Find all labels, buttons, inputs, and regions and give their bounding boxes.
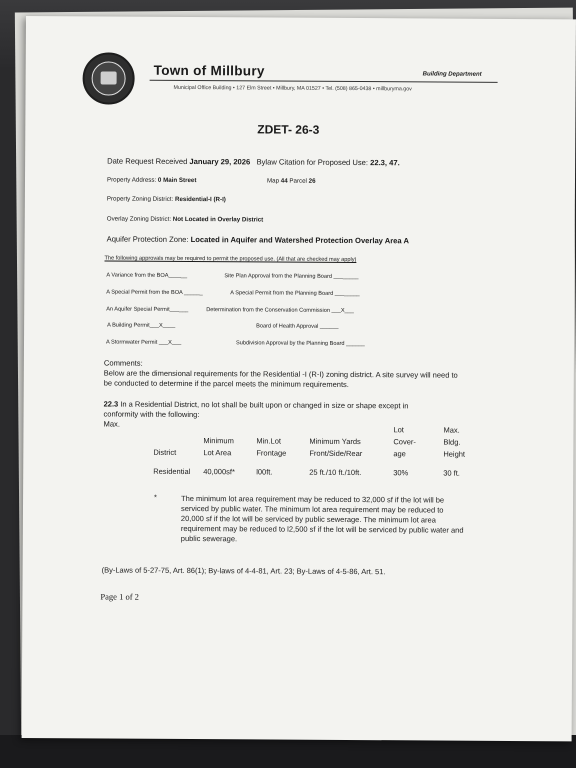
page-number: Page 1 of 2	[100, 591, 139, 602]
approval-subdivision: Subdivision Approval by the Planning Board ______	[235, 340, 365, 348]
date-label: Date Request Received	[107, 156, 188, 166]
overlay-value: Not Located in Overlay District	[172, 215, 264, 224]
section-text	[104, 399, 444, 421]
header-frontage-1: Min.Lot	[256, 436, 282, 446]
footnote-mark: *	[154, 492, 158, 502]
header-height-2: Bldg.	[443, 437, 461, 447]
cell-lot-area: 40,000sf*	[203, 467, 235, 477]
header-coverage-2: Cover-	[393, 437, 416, 447]
header-height-1: Max.	[443, 425, 460, 435]
section-number: 22.3	[103, 399, 119, 409]
map-parcel-line	[267, 177, 316, 184]
document-number: ZDET- 26-3	[257, 122, 320, 137]
comments-text: Below are the dimensional requirements for the Residential -I (R-I) zoning district. A site survey will need to be conducted to determine if the parcel meets the minimum requirements.	[103, 368, 458, 389]
property-address-value: 0 Main Street	[157, 176, 197, 185]
department-name: Building Department	[422, 71, 482, 78]
approval-stormwater: A Stormwater Permit ___X___	[105, 339, 182, 346]
header-divider	[150, 80, 498, 83]
approvals-intro: The following approvals may be required to permit the proposed use. (All that are checked may apply)	[104, 255, 357, 264]
parcel-label: Parcel	[289, 177, 307, 185]
approval-building: A Building Permit___X____	[107, 322, 176, 329]
header-yards-1: Minimum Yards	[309, 436, 361, 447]
aquifer-value: Located in Aquifer and Watershed Protection Overlay Area A	[190, 235, 409, 246]
header-coverage-3: age	[393, 449, 406, 459]
approval-health: Board of Health Approval ______	[256, 323, 339, 330]
overlay-label: Overlay Zoning District:	[106, 215, 172, 223]
date-value: January 29, 2026	[189, 157, 251, 167]
approval-variance: A Variance from the BOA______	[106, 272, 188, 279]
property-address-line	[107, 176, 196, 184]
header-lot-area-2: Lot Area	[203, 448, 232, 458]
approval-site-plan: Site Plan Approval from the Planning Board ________	[224, 273, 359, 281]
citation-label: Bylaw Citation for Proposed Use:	[256, 157, 369, 168]
cell-yards: 25 ft./10 ft./10ft.	[309, 467, 362, 478]
citation-value: 22.3, 47.	[370, 158, 400, 168]
zoning-label: Property Zoning District:	[106, 195, 174, 203]
approval-special-boa: A Special Permit from the BOA ______	[106, 289, 203, 297]
aquifer-zone-line	[107, 234, 409, 245]
header-lot-area-1: Minimum	[203, 436, 234, 446]
zoning-value: Residential-I (R-I)	[174, 195, 226, 204]
cell-frontage: l00ft.	[256, 467, 273, 477]
header-address: Municipal Office Building • 127 Elm Street • Millbury, MA 01527 • Tel. (508) 865-0438 • millburyma.gov	[173, 84, 412, 93]
bylaws-citation: (By-Laws of 5-27-75, Art. 86(1); By-laws of 4-4-81, Art. 23; By-Laws of 4-5-86, Art. 51.	[101, 565, 386, 577]
overlay-district-line	[107, 215, 264, 223]
aquifer-label: Aquifer Protection Zone:	[106, 234, 189, 244]
cell-coverage: 30%	[393, 468, 409, 478]
section-max: Max.	[103, 419, 121, 429]
cell-district: Residential	[153, 466, 191, 477]
zoning-district-line	[107, 195, 226, 203]
header-yards-2: Front/Side/Rear	[309, 448, 363, 459]
cell-height: 30 ft.	[443, 468, 460, 478]
approval-special-pb: A Special Permit from the Planning Board ________	[230, 290, 360, 298]
footnote-text: The minimum lot area requirement may be reduced to 32,000 sf if the lot will be serviced by public water. The minimum lot area requirement may be reduced to 20,000 sf if the lot will be serviced by public sewerage. The minimum lot area requirement may be reduced to l2,500 sf if the lot will be serviced by public water and public sewerage.	[180, 493, 464, 544]
header-district: District	[153, 447, 177, 457]
header-frontage-2: Frontage	[256, 448, 287, 458]
section-body: In a Residential District, no lot shall be built upon or changed in size or shape except in conformity with the following:	[103, 399, 409, 420]
approval-aquifer-sp: An Aquifer Special Permit______	[106, 306, 189, 313]
header-height-3: Height	[443, 449, 466, 459]
document-page	[22, 16, 576, 741]
parcel-value: 26	[308, 177, 316, 185]
comments-label: Comments:	[103, 358, 143, 368]
town-seal-icon	[82, 52, 134, 104]
approval-conservation: Determination from the Conservation Commission ___X___	[206, 307, 354, 315]
town-name: Town of Millbury	[153, 62, 265, 79]
map-label: Map	[266, 177, 280, 185]
request-line	[107, 156, 400, 167]
header-coverage-1: Lot	[393, 425, 404, 435]
property-address-label: Property Address:	[106, 176, 157, 184]
map-value: 44	[280, 177, 288, 185]
